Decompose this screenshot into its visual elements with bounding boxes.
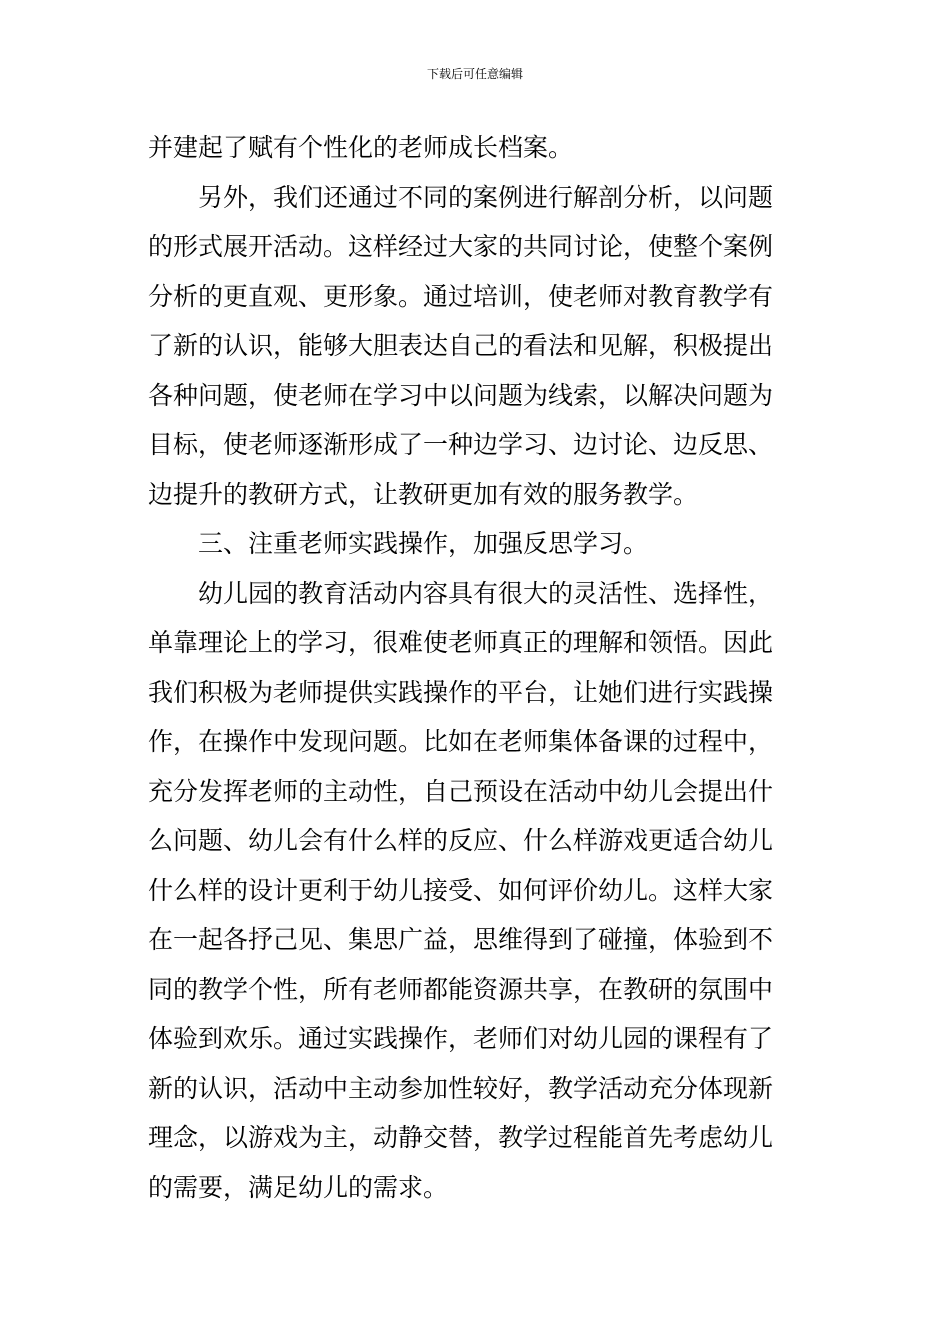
text-line: 分析的更直观、更形象。通过培训，使老师对教育教学有 xyxy=(148,281,774,311)
text-line: 边提升的教研方式，让教研更加有效的服务教学。 xyxy=(148,479,699,509)
text-line: 各种问题，使老师在学习中以问题为线索，以解决问题为 xyxy=(148,380,774,410)
text-line: 我们积极为老师提供实践操作的平台，让她们进行实践操 xyxy=(148,677,774,707)
text-line: 另外，我们还通过不同的案例进行解剖分析，以问题 xyxy=(198,182,774,212)
text-line: 同的教学个性，所有老师都能资源共享，在教研的氛围中 xyxy=(148,974,774,1004)
text-line: 作，在操作中发现问题。比如在老师集体备课的过程中， xyxy=(148,727,774,756)
section-heading: 三、注重老师实践操作，加强反思学习。 xyxy=(198,529,649,558)
text-line: 并建起了赋有个性化的老师成长档案。 xyxy=(148,133,574,162)
text-line: 体验到欢乐。通过实践操作，老师们对幼儿园的课程有了 xyxy=(148,1024,774,1053)
text-line: 什么样的设计更利于幼儿接受、如何评价幼儿。这样大家 xyxy=(148,875,774,905)
text-line: 充分发挥老师的主动性，自己预设在活动中幼儿会提出什 xyxy=(148,776,774,806)
page-header: 下载后可任意编辑 xyxy=(426,67,523,81)
text-line: 么问题、幼儿会有什么样的反应、什么样游戏更适合幼儿 xyxy=(148,826,774,855)
text-line: 的形式展开活动。这样经过大家的共同讨论，使整个案例 xyxy=(148,232,774,261)
text-line: 目标，使老师逐渐形成了一种边学习、边讨论、边反思、 xyxy=(148,430,774,459)
text-line: 的需要，满足幼儿的需求。 xyxy=(148,1172,449,1202)
body-text xyxy=(148,123,808,1212)
text-line: 单靠理论上的学习，很难使老师真正的理解和领悟。因此 xyxy=(148,628,774,657)
text-line: 了新的认识，能够大胆表达自己的看法和见解，积极提出 xyxy=(148,331,774,360)
text-line: 理念，以游戏为主，动静交替，教学过程能首先考虑幼儿 xyxy=(148,1123,774,1152)
text-line: 在一起各抒己见、集思广益，思维得到了碰撞，体验到不 xyxy=(148,925,774,954)
text-line: 幼儿园的教育活动内容具有很大的灵活性、选择性， xyxy=(198,578,774,608)
text-line: 新的认识，活动中主动参加性较好，教学活动充分体现新 xyxy=(148,1073,774,1103)
